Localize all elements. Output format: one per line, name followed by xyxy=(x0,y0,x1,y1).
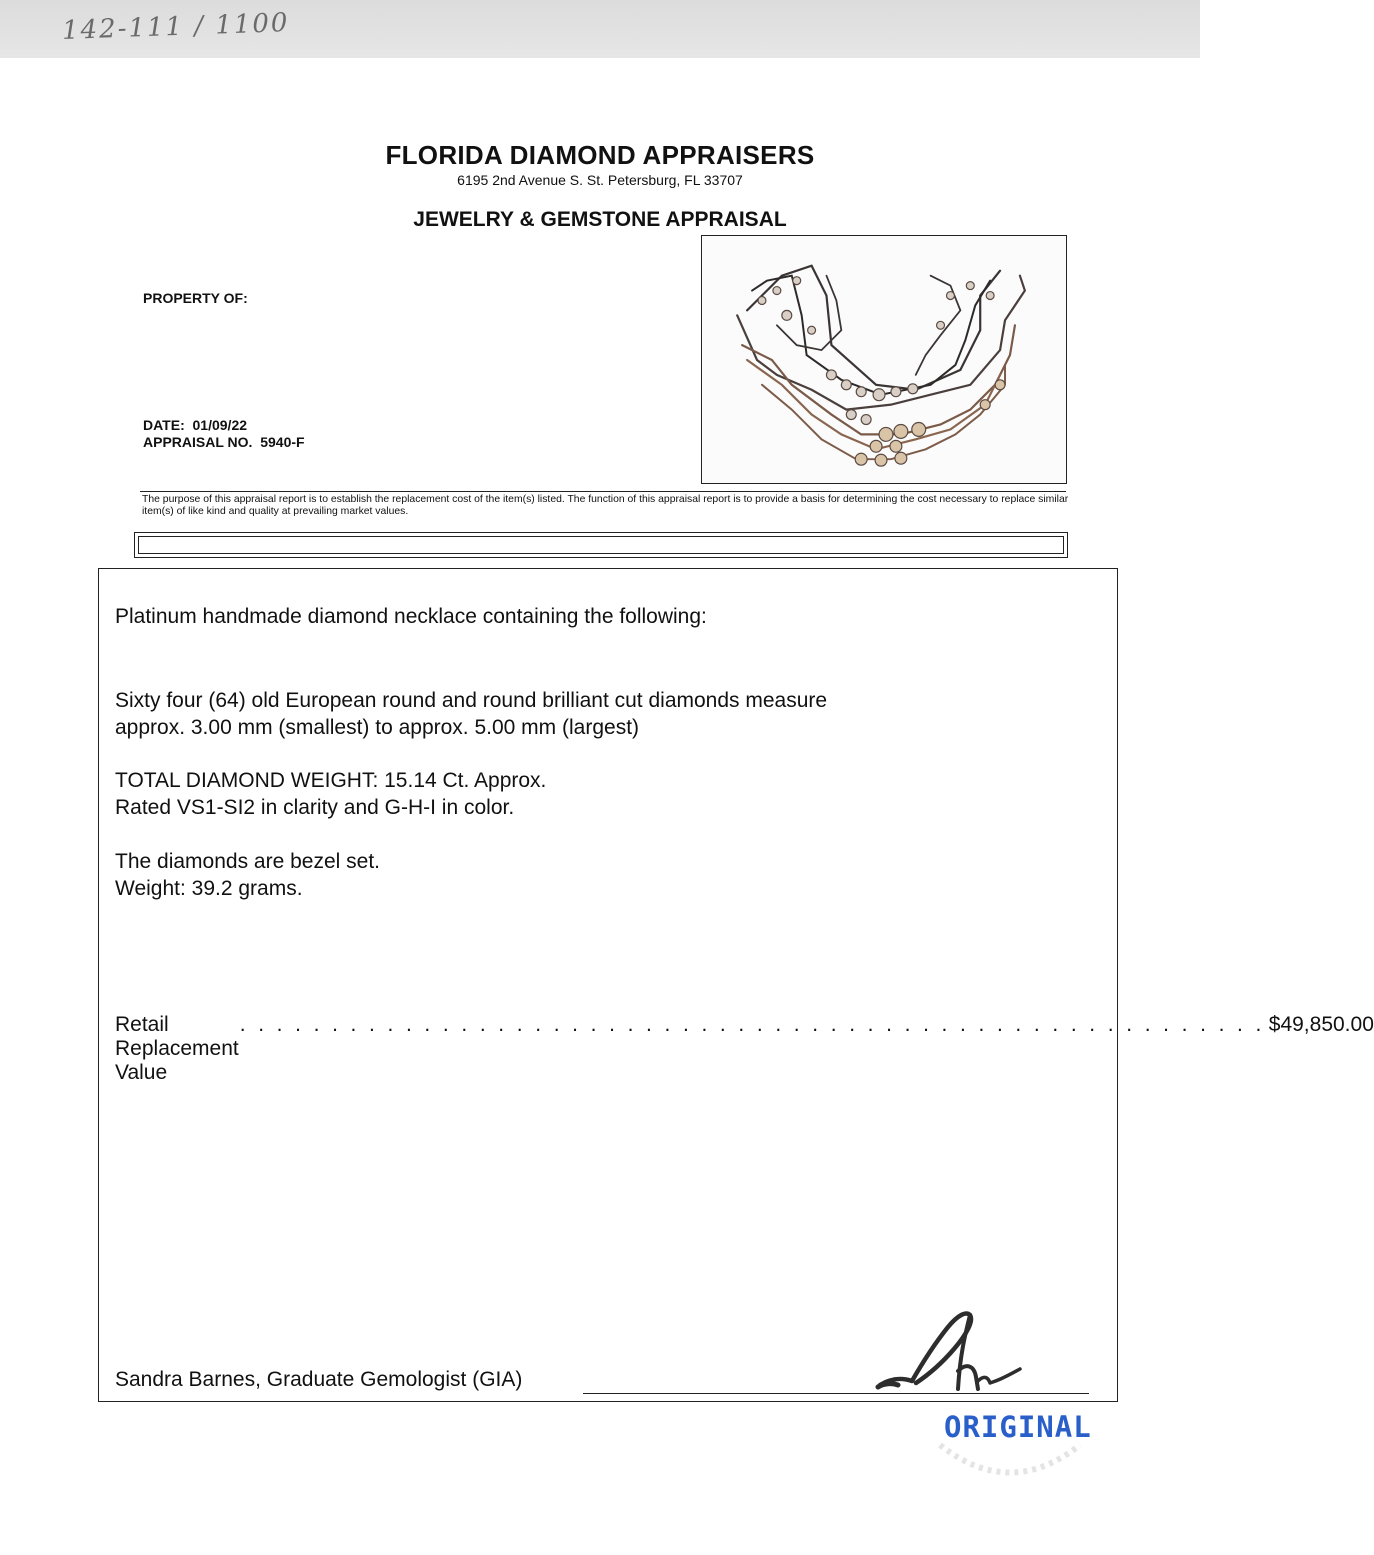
date-value: 01/09/22 xyxy=(192,417,248,433)
handwritten-signature xyxy=(870,1305,1030,1400)
report-title: JEWELRY & GEMSTONE APPRAISAL xyxy=(413,208,787,231)
setting-line: The diamonds are bezel set. xyxy=(115,850,380,873)
appraisal-no-value: 5940-F xyxy=(260,434,305,450)
metal-weight-line: Weight: 39.2 grams. xyxy=(115,877,303,900)
diamonds-line-2: approx. 3.00 mm (smallest) to approx. 5.00 mm (largest) xyxy=(115,716,640,739)
property-of-label: PROPERTY OF: xyxy=(143,290,248,306)
company-address: 6195 2nd Avenue S. St. Petersburg, FL 33707 xyxy=(457,172,743,188)
replacement-value-amount: $49,850.00 xyxy=(1268,1013,1374,1036)
date-row xyxy=(143,417,247,433)
clarity-color-line: Rated VS1-SI2 in clarity and G-H-I in color. xyxy=(115,796,515,819)
appraisal-no-label: APPRAISAL NO. xyxy=(143,434,253,450)
embossed-seal xyxy=(930,1440,1090,1490)
replacement-value-row xyxy=(115,1013,1374,1085)
necklace-photo xyxy=(701,235,1067,484)
item-description: Platinum handmade diamond necklace containing the following: xyxy=(115,605,707,628)
total-weight-line: TOTAL DIAMOND WEIGHT: 15.14 Ct. Approx. xyxy=(115,769,547,792)
necklace-image xyxy=(702,236,1066,483)
leader-dots: . . . . . . . . . . . . . . . . . . . . . . . . . . . . . . . . . . . . . . . . . . . . . . . . . . . . . . . . xyxy=(239,1013,1265,1036)
original-stamp: ORIGINAL xyxy=(944,1410,1092,1444)
purpose-top-rule xyxy=(140,491,1066,492)
company-name: FLORIDA DIAMOND APPRAISERS xyxy=(385,140,815,170)
appraiser-name: Sandra Barnes, Graduate Gemologist (GIA) xyxy=(115,1368,523,1391)
replacement-value-label: Retail Replacement Value xyxy=(115,1013,239,1084)
diamonds-line-1: Sixty four (64) old European round and round brilliant cut diamonds measure xyxy=(115,689,828,712)
purpose-statement: The purpose of this appraisal report is to establish the replacement cost of the item(s) listed. The function of this appraisal report is to provide a basis for determining the cost necessary to replace similar item(s) of like kind and quality at prevailing market values. xyxy=(142,494,1069,517)
appraisal-no-row xyxy=(143,434,305,450)
double-border-box xyxy=(134,532,1068,558)
date-label: DATE: xyxy=(143,417,185,433)
handwritten-note: 142-111 / 1100 xyxy=(61,8,290,46)
